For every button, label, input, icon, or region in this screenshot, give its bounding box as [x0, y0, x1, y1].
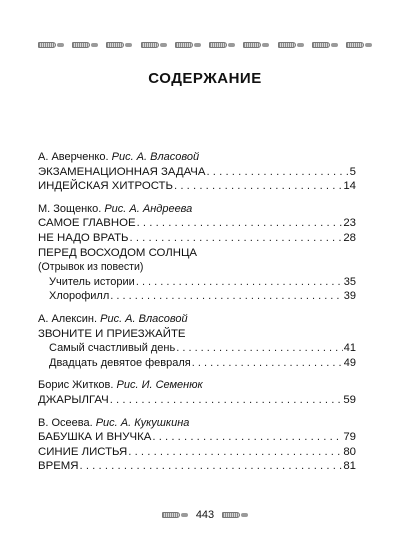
book-ornament-icon: [162, 511, 188, 519]
dot-leader: [136, 275, 343, 290]
illustrator-credit: Рис. А. Власовой: [111, 151, 200, 163]
toc-section-zoshchenko: [38, 202, 356, 304]
dot-leader: [128, 445, 342, 460]
author-name: А. Аверченко.: [38, 151, 109, 163]
toc-entry[interactable]: [38, 165, 356, 180]
book-ornament-icon: [175, 41, 201, 49]
toc-subentry[interactable]: [38, 341, 356, 356]
author-name: А. Алексин.: [38, 312, 98, 325]
author-name: В. Осеева.: [38, 416, 93, 429]
entry-page: 80: [343, 445, 356, 458]
book-ornament-icon: [222, 511, 248, 519]
entry-page: 79: [343, 431, 356, 444]
book-ornament-icon: [72, 41, 98, 49]
author-name: М. Зощенко.: [38, 202, 102, 215]
entry-page: 35: [343, 275, 356, 288]
dot-leader: [174, 179, 342, 194]
toc-entry[interactable]: [38, 430, 356, 445]
page-title: СОДЕРЖАНИЕ: [148, 70, 262, 87]
work-title: ЗВОНИТЕ И ПРИЕЗЖАЙТЕ: [38, 327, 186, 340]
dot-leader: [206, 165, 348, 180]
book-ornament-icon: [312, 41, 338, 49]
book-ornament-icon: [141, 41, 167, 49]
entry-title: ДЖАРЫЛГАЧ: [38, 393, 109, 406]
book-ornament-icon: [106, 41, 132, 49]
entry-page: 49: [343, 356, 356, 369]
entry-title: СИНИЕ ЛИСТЬЯ: [38, 445, 128, 458]
table-of-contents: [38, 150, 356, 482]
entry-page: 41: [343, 342, 356, 355]
entry-title: НЕ НАДО ВРАТЬ: [38, 231, 129, 244]
illustrator-credit: Рис. А. Власовой: [100, 312, 188, 325]
entry-page: 39: [343, 290, 356, 303]
entry-page: 81: [343, 460, 356, 473]
dot-leader: [110, 289, 342, 304]
entry-page: 5: [349, 165, 356, 178]
entry-page: 23: [343, 217, 356, 230]
page-number: 443: [195, 509, 215, 521]
book-ornament-icon: [278, 41, 304, 49]
toc-section-zhitkov: [38, 378, 356, 407]
illustrator-credit: Рис. А. Андреева: [104, 202, 193, 215]
illustrator-credit: Рис. А. Кукушкина: [95, 416, 190, 429]
entry-page: 14: [343, 180, 356, 193]
book-ornament-icon: [209, 41, 235, 49]
entry-title: Хлорофилл: [49, 290, 110, 303]
toc-subentry[interactable]: [38, 356, 356, 371]
book-ornament-icon: [243, 41, 269, 49]
toc-subentry[interactable]: [38, 289, 356, 304]
entry-page: 28: [343, 231, 356, 244]
book-ornament-icon: [346, 41, 372, 49]
illustrator-credit: Рис. И. Семенюк: [116, 379, 203, 392]
book-ornament-icon: [38, 41, 64, 49]
toc-entry[interactable]: [38, 231, 356, 246]
dot-leader: [110, 393, 343, 408]
author-line: [38, 202, 356, 217]
entry-title: Самый счастливый день: [49, 342, 176, 355]
toc-entry[interactable]: [38, 179, 356, 194]
toc-entry[interactable]: [38, 459, 356, 474]
toc-section-aleksin: [38, 312, 356, 370]
toc-section-averchenko: [38, 150, 356, 194]
toc-subentry[interactable]: [38, 275, 356, 290]
work-note: (Отрывок из повести): [38, 261, 144, 274]
author-line: [38, 378, 356, 393]
dot-leader: [137, 216, 343, 231]
entry-page: 59: [343, 393, 356, 406]
author-line: [38, 150, 356, 165]
work-title: ПЕРЕД ВОСХОДОМ СОЛНЦА: [38, 246, 198, 259]
toc-entry[interactable]: [38, 445, 356, 460]
dot-leader: [130, 231, 343, 246]
toc-entry[interactable]: [38, 393, 356, 408]
dot-leader: [192, 356, 343, 371]
entry-title: ВРЕМЯ: [38, 460, 79, 473]
dot-leader: [152, 430, 342, 445]
toc-entry[interactable]: [38, 216, 356, 231]
entry-title: Учитель истории: [49, 275, 135, 288]
dot-leader: [176, 341, 343, 356]
toc-section-oseeva: [38, 416, 356, 474]
author-line: [38, 416, 356, 431]
entry-title: САМОЕ ГЛАВНОЕ: [38, 217, 136, 230]
entry-title: ИНДЕЙСКАЯ ХИТРОСТЬ: [38, 180, 173, 193]
author-line: [38, 312, 356, 327]
author-name: Борис Житков.: [38, 379, 114, 392]
dot-leader: [80, 459, 343, 474]
header-ornament: [38, 40, 372, 50]
entry-title: БАБУШКА И ВНУЧКА: [38, 431, 152, 444]
entry-title: ЭКЗАМЕНАЦИОННАЯ ЗАДАЧА: [38, 165, 206, 178]
page-footer: [0, 509, 410, 521]
entry-title: Двадцать девятое февраля: [49, 356, 191, 369]
